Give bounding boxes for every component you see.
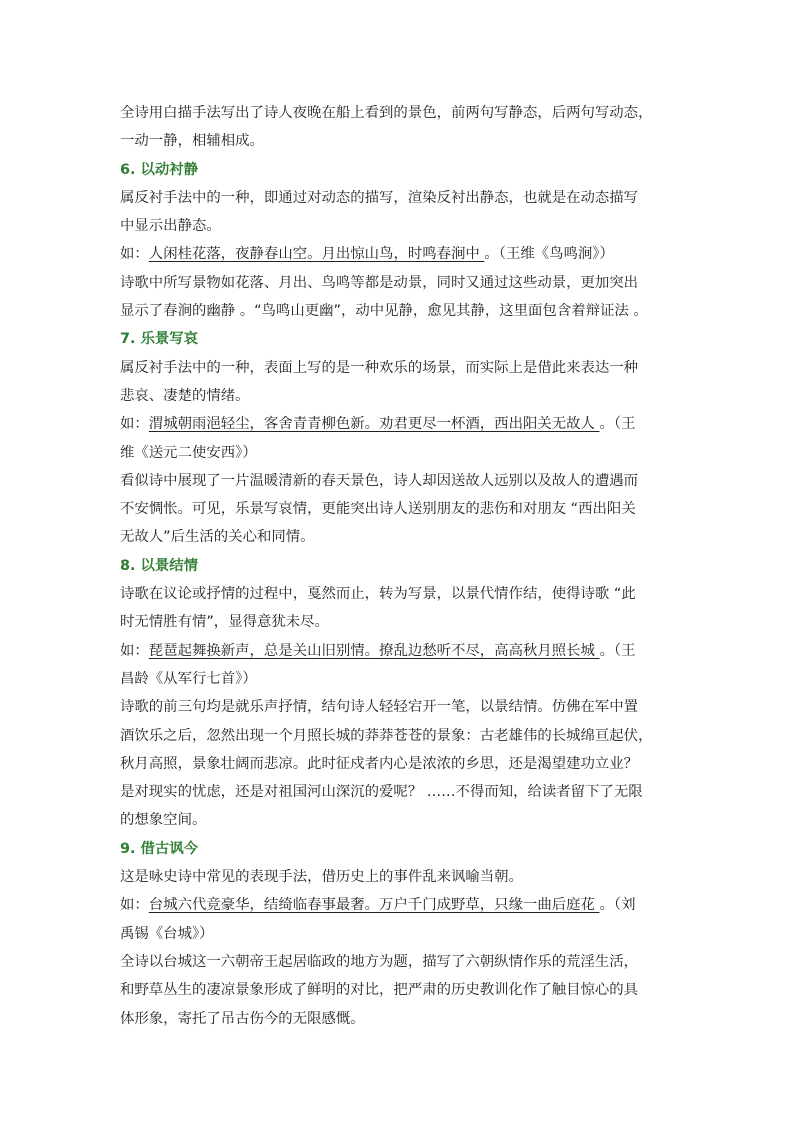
section-9 xyxy=(120,835,685,1033)
definition-line: 属反衬手法中的一种，表面上写的是一种欢乐的场景，而实际上是借此来表达一种 xyxy=(120,359,639,376)
definition-line: 属反衬手法中的一种，即通过对动态的描写，渲染反衬出静态，也就是在动态描写 xyxy=(120,189,639,206)
example-source: 。（王 xyxy=(599,416,636,433)
intro-paragraph xyxy=(120,99,685,156)
definition-line: 这是咏史诗中常见的表现手法，借历史上的事件乱来讽喻当朝。 xyxy=(120,869,523,886)
text-line: 全诗用白描手法写出了诗人夜晚在船上看到的景色，前两句写静态，后两句写动态， xyxy=(120,105,653,121)
section-heading: 6. 以动衬静 xyxy=(120,161,199,178)
example-source-line: 昌龄《从军行七首》） xyxy=(120,670,257,687)
example-line xyxy=(120,891,685,919)
section-heading: 9. 借古讽今 xyxy=(120,840,199,857)
analysis-line: 诗歌的前三句均是就乐声抒情，结句诗人轻轻宕开一笔，以景结情。仿佛在军中置 xyxy=(120,699,639,716)
example-poem: 渭城朝雨浥轻尘，客舍青青柳色新。劝君更尽一杯酒，西出阳关无故人 xyxy=(148,416,600,433)
analysis-line: 无故人”后生活的关心和同情。 xyxy=(120,529,315,546)
analysis-line: 显示了春涧的幽静 。“鸟鸣山更幽”，动中见静，愈见其静，这里面包含着辩证法 。 xyxy=(120,303,648,320)
example-source-line: 禹锡《台城》） xyxy=(120,925,214,942)
analysis-line: 体形象，寄托了吊古伤今的无限感慨。 xyxy=(120,1010,365,1027)
section-heading: 7. 乐景写哀 xyxy=(120,331,199,348)
example-line xyxy=(120,410,685,438)
example-source: 。（王 xyxy=(599,642,636,659)
example-line xyxy=(120,637,685,665)
analysis-line: 和野草丛生的凄凉景象形成了鲜明的对比，把严肃的历史教训化作了触目惊心的具 xyxy=(120,982,639,999)
example-prefix: 如： xyxy=(120,416,149,433)
section-7 xyxy=(120,325,685,551)
example-source-line: 维《送元二使安西》） xyxy=(120,444,257,461)
analysis-line: 全诗以台城这一六朝帝王起居临政的地方为题，描写了六朝纵情作乐的荒淫生活， xyxy=(120,953,639,970)
section-heading: 8. 以景结情 xyxy=(120,557,199,574)
example-poem: 台城六代竞豪华，结绮临春事最奢。万户千门成野草，只缘一曲后庭花 xyxy=(148,897,600,914)
example-prefix: 如： xyxy=(120,897,149,914)
text-line: 一动一静，相辅相成。 xyxy=(120,133,264,150)
definition-line: 诗歌在议论或抒情的过程中，戛然而止，转为写景，以景代情作结，使得诗歌 “此 xyxy=(120,586,636,603)
example-poem: 人闲桂花落，夜静春山空。月出惊山鸟，时鸣春涧中 xyxy=(148,246,485,263)
analysis-line: 诗歌中所写景物如花落、月出、鸟鸣等都是动景，同时又通过这些动景，更加突出 xyxy=(120,274,639,291)
example-source: 。（刘 xyxy=(599,897,636,914)
definition-line: 中显示出静态。 xyxy=(120,218,221,235)
example-line xyxy=(120,240,685,268)
section-6 xyxy=(120,156,685,326)
analysis-line: 不安惆怅。可见，乐景写哀情，更能突出诗人送别朋友的悲伤和对朋友 “西出阳关 xyxy=(120,501,636,518)
document-page xyxy=(120,99,685,1033)
definition-line: 时无情胜有情”，显得意犹未尽。 xyxy=(120,614,329,631)
example-poem: 琵琶起舞换新声，总是关山旧别情。撩乱边愁听不尽，高高秋月照长城 xyxy=(148,642,600,659)
definition-line: 悲哀、凄楚的情绪。 xyxy=(120,387,250,404)
analysis-line: 看似诗中展现了一片温暖清新的春天景色，诗人却因送故人远别以及故人的遭遇而 xyxy=(120,472,639,489)
analysis-line: 酒饮乐之后，忽然出现一个月照长城的莽莽苍苍的景象：古老雄伟的长城绵亘起伏， xyxy=(120,727,653,744)
analysis-line: 秋月高照，景象壮阔而悲凉。此时征戍者内心是浓浓的乡思，还是渴望建功立业？ xyxy=(120,755,639,772)
example-prefix: 如： xyxy=(120,246,149,263)
analysis-line: 的想象空间。 xyxy=(120,812,207,829)
example-prefix: 如： xyxy=(120,642,149,659)
example-source: 。（王维《鸟鸣涧》） xyxy=(484,246,614,263)
analysis-line: 是对现实的忧虑，还是对祖国河山深沉的爱呢？ ……不得而知，给读者留下了无限 xyxy=(120,784,643,801)
section-8 xyxy=(120,552,685,835)
